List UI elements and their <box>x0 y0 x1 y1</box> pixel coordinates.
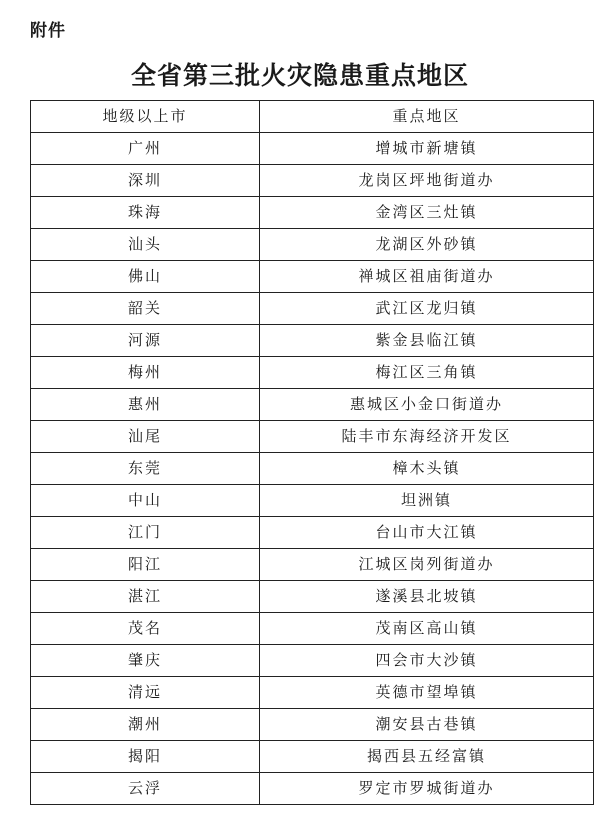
table-row <box>31 709 594 741</box>
city-cell: 汕头 <box>31 229 260 261</box>
area-cell: 坦洲镇 <box>260 485 594 517</box>
area-cell: 台山市大江镇 <box>260 517 594 549</box>
city-cell: 江门 <box>31 517 260 549</box>
table-row <box>31 389 594 421</box>
table-row <box>31 741 594 773</box>
table-row <box>31 293 594 325</box>
table-row <box>31 517 594 549</box>
area-cell: 武江区龙归镇 <box>260 293 594 325</box>
area-cell: 茂南区高山镇 <box>260 613 594 645</box>
key-areas-table <box>30 100 594 805</box>
area-cell: 江城区岗列街道办 <box>260 549 594 581</box>
city-cell: 梅州 <box>31 357 260 389</box>
table-row <box>31 133 594 165</box>
city-cell: 茂名 <box>31 613 260 645</box>
city-cell: 云浮 <box>31 773 260 805</box>
table-row <box>31 645 594 677</box>
area-cell: 紫金县临江镇 <box>260 325 594 357</box>
table-body <box>31 133 594 805</box>
area-cell: 罗定市罗城街道办 <box>260 773 594 805</box>
area-cell: 龙岗区坪地街道办 <box>260 165 594 197</box>
area-cell: 陆丰市东海经济开发区 <box>260 421 594 453</box>
table-row <box>31 549 594 581</box>
table-row <box>31 485 594 517</box>
table-row <box>31 357 594 389</box>
city-cell: 广州 <box>31 133 260 165</box>
city-cell: 阳江 <box>31 549 260 581</box>
city-cell: 惠州 <box>31 389 260 421</box>
city-cell: 揭阳 <box>31 741 260 773</box>
area-cell: 四会市大沙镇 <box>260 645 594 677</box>
area-cell: 惠城区小金口街道办 <box>260 389 594 421</box>
city-cell: 深圳 <box>31 165 260 197</box>
city-cell: 中山 <box>31 485 260 517</box>
area-cell: 潮安县古巷镇 <box>260 709 594 741</box>
area-cell: 英德市望埠镇 <box>260 677 594 709</box>
city-cell: 肇庆 <box>31 645 260 677</box>
city-cell: 湛江 <box>31 581 260 613</box>
city-cell: 汕尾 <box>31 421 260 453</box>
city-cell: 佛山 <box>31 261 260 293</box>
area-cell: 龙湖区外砂镇 <box>260 229 594 261</box>
city-cell: 潮州 <box>31 709 260 741</box>
table-row <box>31 677 594 709</box>
table-row <box>31 581 594 613</box>
city-cell: 珠海 <box>31 197 260 229</box>
table-row <box>31 165 594 197</box>
attachment-label: 附件 <box>30 21 66 41</box>
area-cell: 遂溪县北坡镇 <box>260 581 594 613</box>
table-row <box>31 197 594 229</box>
area-cell: 揭西县五经富镇 <box>260 741 594 773</box>
table-row <box>31 325 594 357</box>
table-row <box>31 229 594 261</box>
document-title: 全省第三批火灾隐患重点地区 <box>130 61 469 90</box>
table-row <box>31 613 594 645</box>
area-cell: 金湾区三灶镇 <box>260 197 594 229</box>
city-cell: 清远 <box>31 677 260 709</box>
table-row <box>31 453 594 485</box>
area-cell: 增城市新塘镇 <box>260 133 594 165</box>
header-city: 地级以上市 <box>31 101 260 133</box>
city-cell: 韶关 <box>31 293 260 325</box>
city-cell: 河源 <box>31 325 260 357</box>
city-cell: 东莞 <box>31 453 260 485</box>
table-header-row <box>31 101 594 133</box>
table-row <box>31 773 594 805</box>
area-cell: 梅江区三角镇 <box>260 357 594 389</box>
table-row <box>31 261 594 293</box>
header-area: 重点地区 <box>260 101 594 133</box>
area-cell: 樟木头镇 <box>260 453 594 485</box>
table-row <box>31 421 594 453</box>
area-cell: 禅城区祖庙街道办 <box>260 261 594 293</box>
